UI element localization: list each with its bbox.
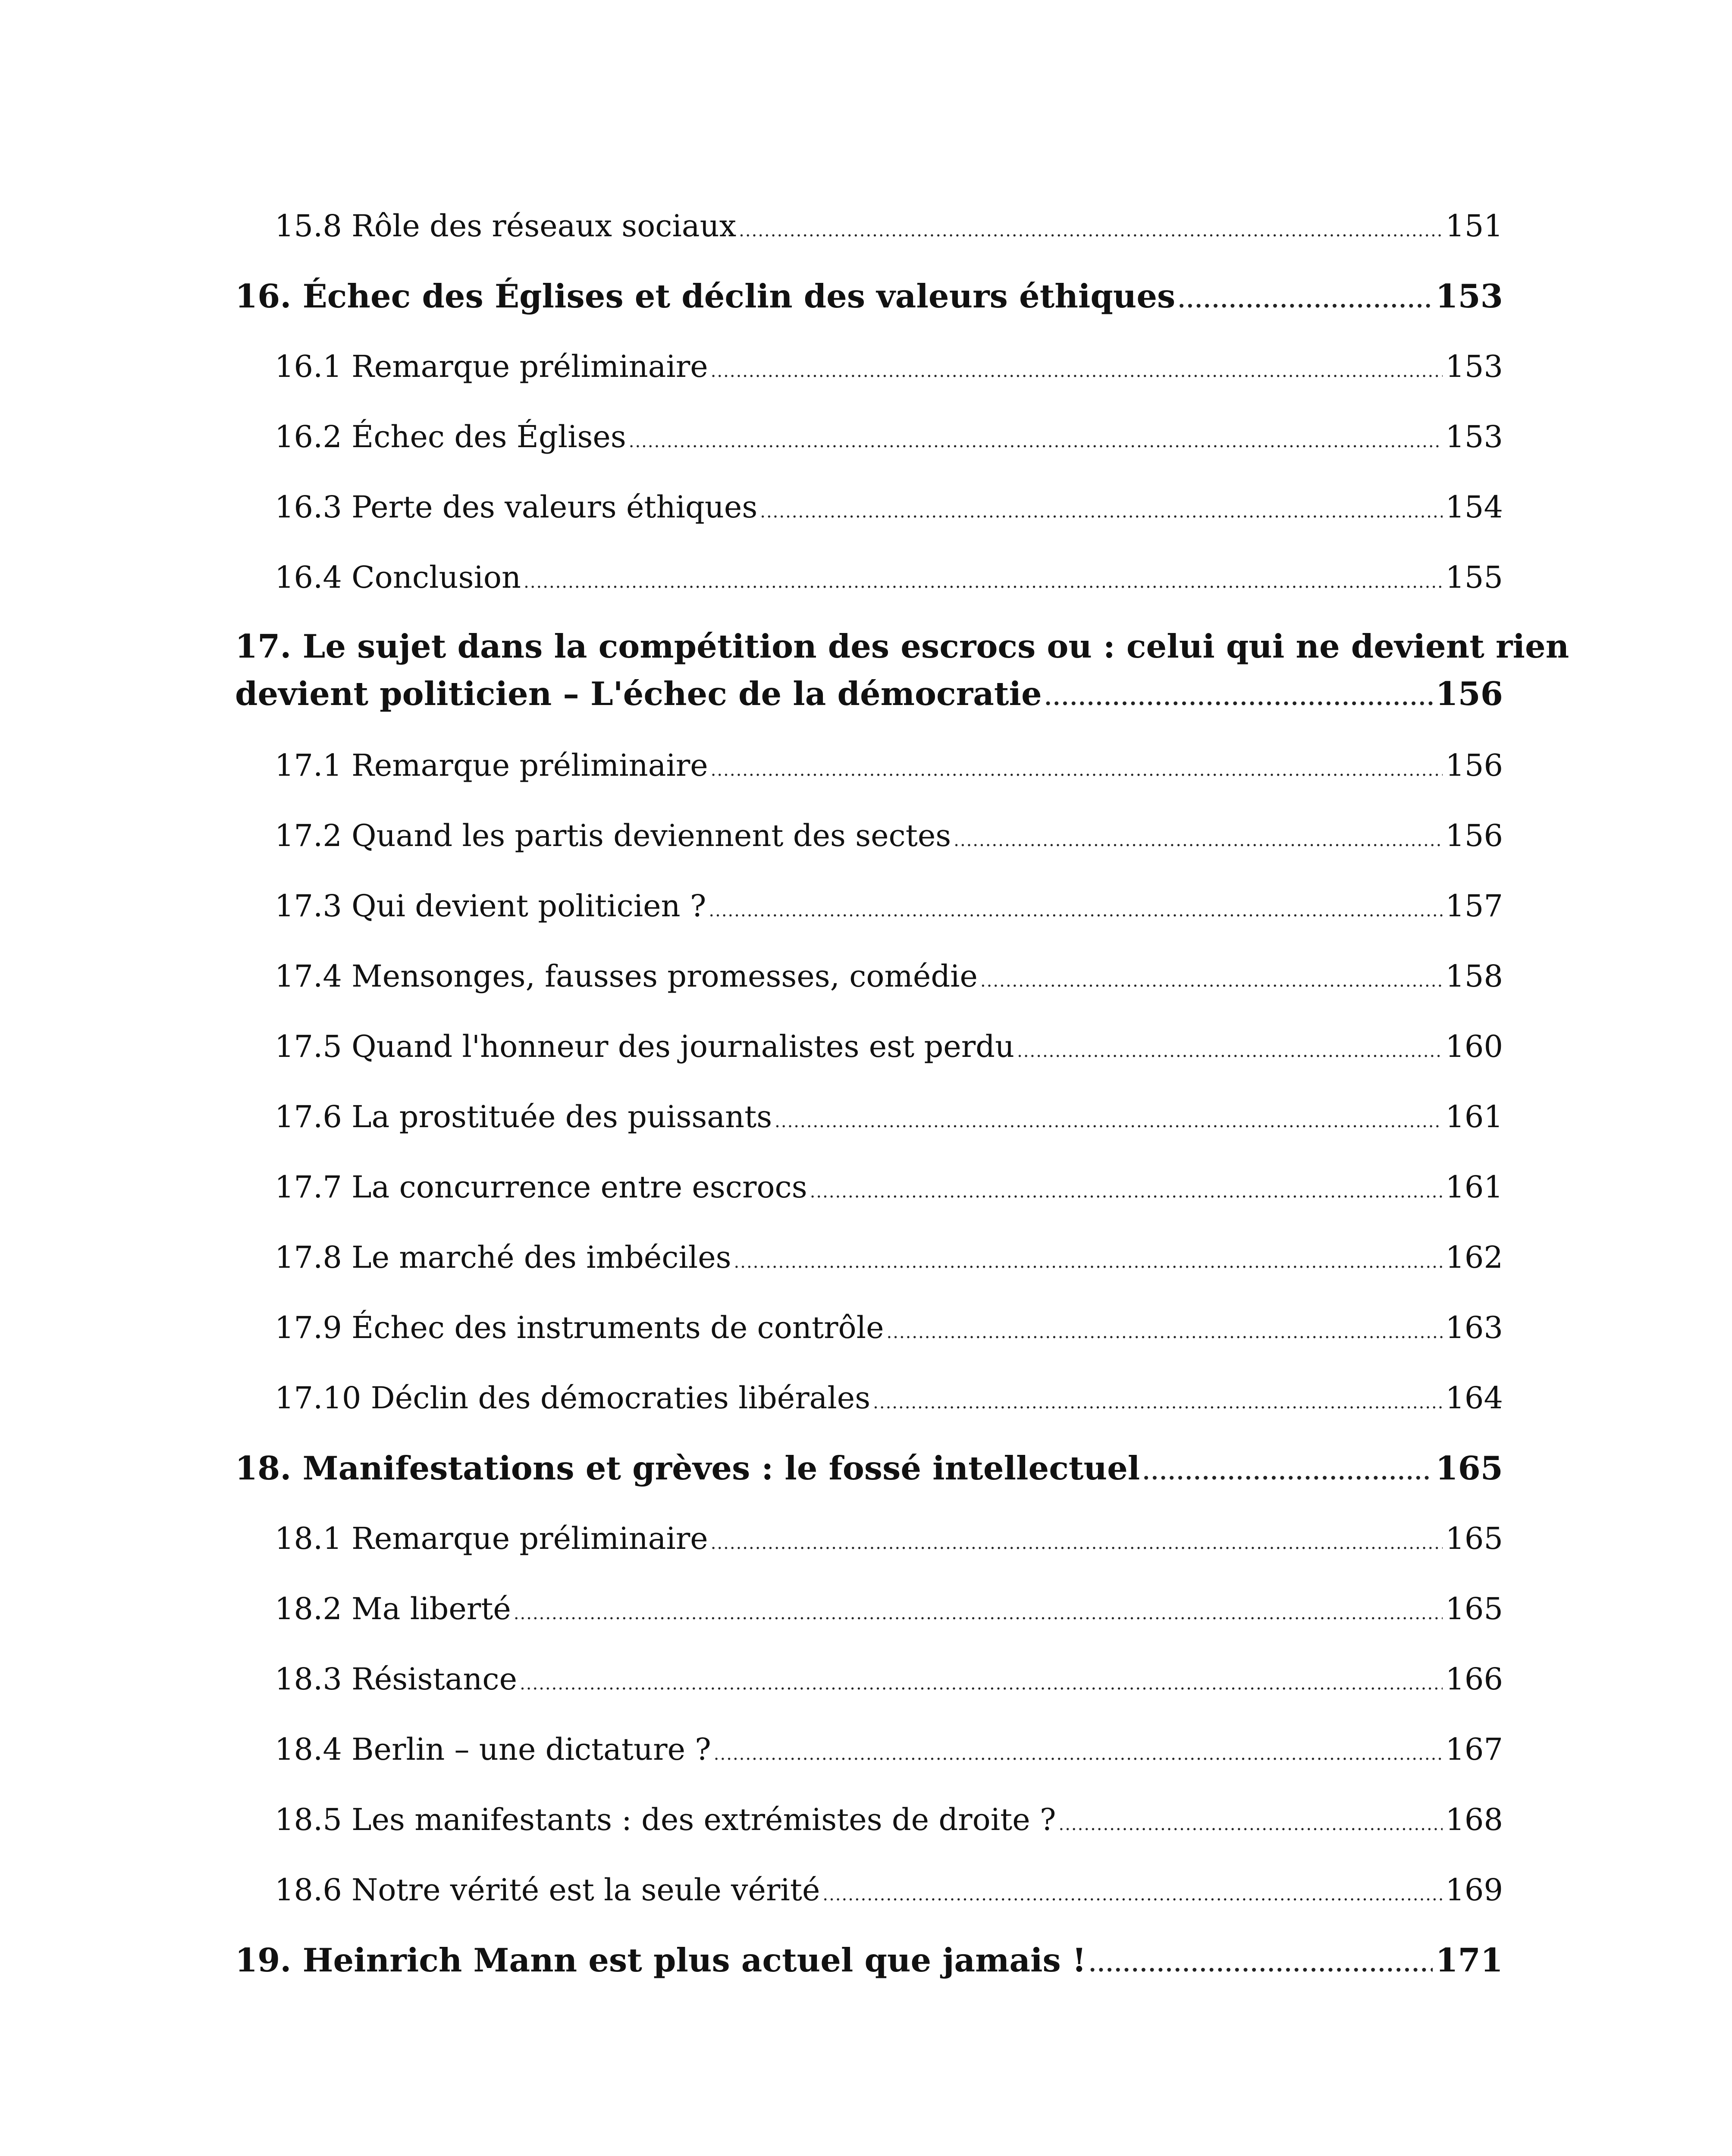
dot-leader [775, 1093, 1443, 1150]
toc-entry-17-4[interactable] [235, 948, 1503, 1018]
toc-page-number: 156 [1445, 818, 1503, 853]
toc-page-number: 154 [1445, 489, 1503, 525]
toc-page-number: 153 [1435, 277, 1503, 315]
dot-leader [629, 413, 1443, 470]
toc-entry-title: 16.2 Échec des Églises [275, 419, 626, 454]
dot-leader [760, 483, 1443, 540]
toc-entry-title: 17.5 Quand l'honneur des journalistes est perdu [275, 1029, 1015, 1064]
toc-entry-16-1[interactable] [235, 338, 1503, 408]
toc-page-number: 169 [1445, 1872, 1503, 1908]
toc-entry-17-1[interactable] [235, 737, 1503, 807]
toc-page-number: 165 [1435, 1449, 1503, 1487]
dot-leader [524, 554, 1443, 611]
toc-entry-title: 17.4 Mensonges, fausses promesses, comédie [275, 959, 978, 994]
toc-page-number: 171 [1435, 1941, 1503, 1979]
dot-leader [711, 742, 1443, 799]
toc-page-number: 167 [1445, 1732, 1503, 1767]
toc-entry-16-3[interactable] [235, 479, 1503, 549]
toc-entry-title: 16.1 Remarque préliminaire [275, 349, 708, 384]
toc-entry-17-9[interactable] [235, 1299, 1503, 1369]
toc-entry-title: 18. Manifestations et grèves : le fossé intellectuel [235, 1449, 1140, 1487]
toc-page-number: 164 [1445, 1380, 1503, 1416]
toc-entry-title: 15.8 Rôle des réseaux sociaux [275, 208, 737, 244]
toc-entry-18-2[interactable] [235, 1580, 1503, 1651]
dot-leader [709, 882, 1443, 939]
dot-leader [822, 1866, 1443, 1923]
toc-page-number: 161 [1445, 1169, 1503, 1205]
dot-leader [887, 1304, 1443, 1361]
toc-page-number: 156 [1435, 675, 1503, 713]
toc-entry-18-4[interactable] [235, 1721, 1503, 1791]
toc-entry-title: 17.7 La concurrence entre escrocs [275, 1169, 807, 1205]
dot-leader [714, 1726, 1443, 1783]
toc-page-number: 153 [1445, 349, 1503, 384]
toc-page-number: 155 [1445, 560, 1503, 595]
toc-page-number: 166 [1445, 1661, 1503, 1697]
toc-entry-title: 18.6 Notre vérité est la seule vérité [275, 1872, 820, 1908]
toc-page-number: 165 [1445, 1591, 1503, 1626]
toc-chapter-19[interactable] [235, 1932, 1503, 2002]
toc-entry-17-7[interactable] [235, 1159, 1503, 1229]
toc-entry-title: 18.4 Berlin – une dictature ? [275, 1732, 711, 1767]
toc-entry-16-4[interactable] [235, 549, 1503, 619]
toc-page-number: 160 [1445, 1029, 1503, 1064]
table-of-contents [235, 197, 1569, 2002]
toc-page-number: 157 [1445, 888, 1503, 924]
toc-chapter-17[interactable] [235, 619, 1569, 737]
toc-entry-17-5[interactable] [235, 1018, 1503, 1088]
toc-page-number: 168 [1445, 1802, 1503, 1837]
toc-page-number: 162 [1445, 1240, 1503, 1275]
toc-entry-18-1[interactable] [235, 1510, 1503, 1580]
dot-leader [520, 1655, 1443, 1712]
toc-entry-title: 17.3 Qui devient politicien ? [275, 888, 706, 924]
dot-leader [1045, 674, 1433, 722]
toc-chapter-18[interactable] [235, 1440, 1503, 1510]
dot-leader [954, 812, 1443, 869]
toc-entry-18-5[interactable] [235, 1791, 1503, 1861]
toc-entry-title: 17.6 La prostituée des puissants [275, 1099, 772, 1134]
dot-leader [1142, 1444, 1433, 1501]
toc-entry-16-2[interactable] [235, 408, 1503, 479]
dot-leader [1178, 272, 1433, 329]
toc-entry-title-line2: devient politicien – L'échec de la démocratie [235, 675, 1042, 713]
toc-entry-18-3[interactable] [235, 1651, 1503, 1721]
toc-page-number: 161 [1445, 1099, 1503, 1134]
toc-entry-title: 17.2 Quand les partis deviennent des sectes [275, 818, 951, 853]
toc-entry-title: 17.10 Déclin des démocraties libérales [275, 1380, 871, 1416]
toc-entry-title: 17.1 Remarque préliminaire [275, 748, 708, 783]
toc-entry-title: 18.3 Résistance [275, 1661, 518, 1697]
toc-entry-15-8[interactable] [235, 197, 1503, 268]
dot-leader [1089, 1936, 1433, 1993]
toc-entry-title: 16.4 Conclusion [275, 560, 521, 595]
dot-leader [514, 1585, 1443, 1642]
dot-leader [1059, 1796, 1443, 1853]
dot-leader [810, 1163, 1443, 1220]
toc-entry-title: 16. Échec des Églises et déclin des valeurs éthiques [235, 277, 1176, 315]
toc-page-number: 163 [1445, 1310, 1503, 1345]
toc-entry-18-6[interactable] [235, 1861, 1503, 1932]
dot-leader [711, 343, 1443, 400]
toc-entry-title: 18.2 Ma liberté [275, 1591, 511, 1626]
toc-entry-title: 18.1 Remarque préliminaire [275, 1521, 708, 1556]
dot-leader [711, 1515, 1443, 1572]
toc-chapter-16[interactable] [235, 268, 1503, 338]
toc-page-number: 158 [1445, 959, 1503, 994]
toc-entry-title: 16.3 Perte des valeurs éthiques [275, 489, 758, 525]
dot-leader [1017, 1023, 1443, 1080]
dot-leader [734, 1234, 1443, 1291]
dot-leader [980, 953, 1443, 1009]
toc-entry-17-8[interactable] [235, 1229, 1503, 1299]
toc-entry-title: 19. Heinrich Mann est plus actuel que jamais ! [235, 1941, 1086, 1979]
toc-page-number: 151 [1445, 208, 1503, 244]
toc-entry-title: 17.8 Le marché des imbéciles [275, 1240, 731, 1275]
toc-entry-title: 17.9 Échec des instruments de contrôle [275, 1310, 884, 1345]
toc-entry-17-2[interactable] [235, 807, 1503, 877]
toc-entry-17-6[interactable] [235, 1088, 1503, 1159]
toc-page-number: 165 [1445, 1521, 1503, 1556]
toc-page-number: 153 [1445, 419, 1503, 454]
toc-entry-title-line2-row [235, 670, 1503, 722]
toc-entry-17-3[interactable] [235, 877, 1503, 948]
toc-entry-17-10[interactable] [235, 1369, 1503, 1440]
dot-leader [739, 202, 1443, 259]
toc-page-number: 156 [1445, 748, 1503, 783]
toc-entry-title: 18.5 Les manifestants : des extrémistes de droite ? [275, 1802, 1056, 1837]
dot-leader [873, 1374, 1443, 1431]
toc-entry-title-line1: 17. Le sujet dans la compétition des escrocs ou : celui qui ne devient rien [235, 627, 1569, 665]
